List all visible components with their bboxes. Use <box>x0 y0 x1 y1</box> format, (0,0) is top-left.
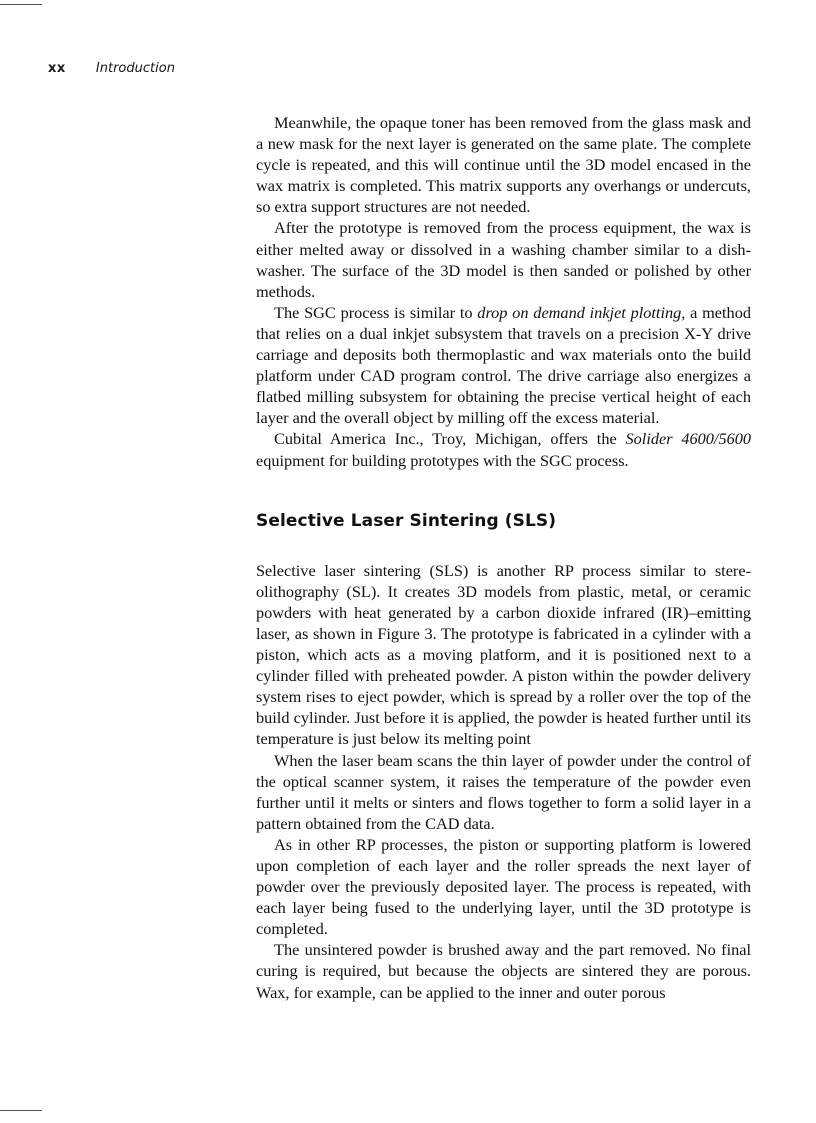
page-number: xx <box>48 61 66 76</box>
paragraph-cubital <box>256 428 751 470</box>
text-span: equipment for building prototypes with the SGC process. <box>256 450 629 470</box>
running-title: Introduction <box>95 61 175 76</box>
paragraph-mask-cycle: Meanwhile, the opaque toner has been removed from the glass mask and a new mask for the next layer is generated on the same plate. The complete cycle is repeated, and this will continue until the 3D model encased in the wax matrix is completed. This matrix supports any overhangs or undercuts, so extra support structures are not needed. <box>256 113 751 217</box>
section-heading-sls: Selective Laser Sintering (SLS) <box>256 510 557 531</box>
paragraph-sls-intro: Selective laser sintering (SLS) is another RP process similar to stereolithography (SL). It creates 3D models from plastic, metal, or ceramic powders with heat generated by a carbon dioxide infrared (IR)–emitting laser, as shown in Figure 3. The prototype is fabricated in a cylinder with a piston, which acts as a moving platform, and it is positioned next to a cylinder filled with preheated powder. A piston within the powder delivery system rises to eject powder, which is spread by a roller over the top of the build cylinder. Just before it is applied, the powder is heated further until its temperature is just below its melting point <box>256 560 751 749</box>
text-span: The SGC process is similar to <box>274 302 478 322</box>
page-body <box>256 112 751 1003</box>
text-span: , a method that relies on a dual inkjet subsystem that travels on a precision X-Y drive carriage and deposits both thermoplastic and wax materials onto the build platform under CAD program control. The drive carriage also energizes a flatbed milling subsystem for obtaining the precise vertical height of each layer and the overall object by milling off the excess material. <box>256 302 751 428</box>
crop-mark-bottom <box>0 1110 42 1111</box>
paragraph-laser-scan: When the laser beam scans the thin layer of powder under the control of the optical scanner system, it raises the temperature of the powder even further until it melts or sinters and flows together to form a solid layer in a pattern obtained from the CAD data. <box>256 750 751 833</box>
paragraph-sgc-inkjet <box>256 302 751 429</box>
text-span: Cubital America Inc., Troy, Michigan, offers the <box>274 429 626 449</box>
emphasis-term: drop on demand inkjet plotting <box>477 302 682 322</box>
emphasis-product: Solider 4600/5600 <box>625 429 752 449</box>
paragraph-layer-repeat: As in other RP processes, the piston or supporting platform is lowered upon completion of each layer and the roller spreads the next layer of powder over the previously deposited layer. The process is repeated, with each layer being fused to the underlying layer, until the 3D prototype is completed. <box>256 834 751 939</box>
crop-mark-top <box>0 4 42 5</box>
paragraph-unsintered-powder: The unsintered powder is brushed away and the part removed. No final curing is required, but because the objects are sintered they are porous. Wax, for example, can be applied to the inner and outer porous <box>256 940 751 1002</box>
paragraph-wax-removal: After the prototype is removed from the process equipment, the wax is either melted away or dissolved in a washing chamber similar to a dishwasher. The surface of the 3D model is then sanded or polished by other methods. <box>256 218 751 301</box>
running-header <box>48 61 175 76</box>
